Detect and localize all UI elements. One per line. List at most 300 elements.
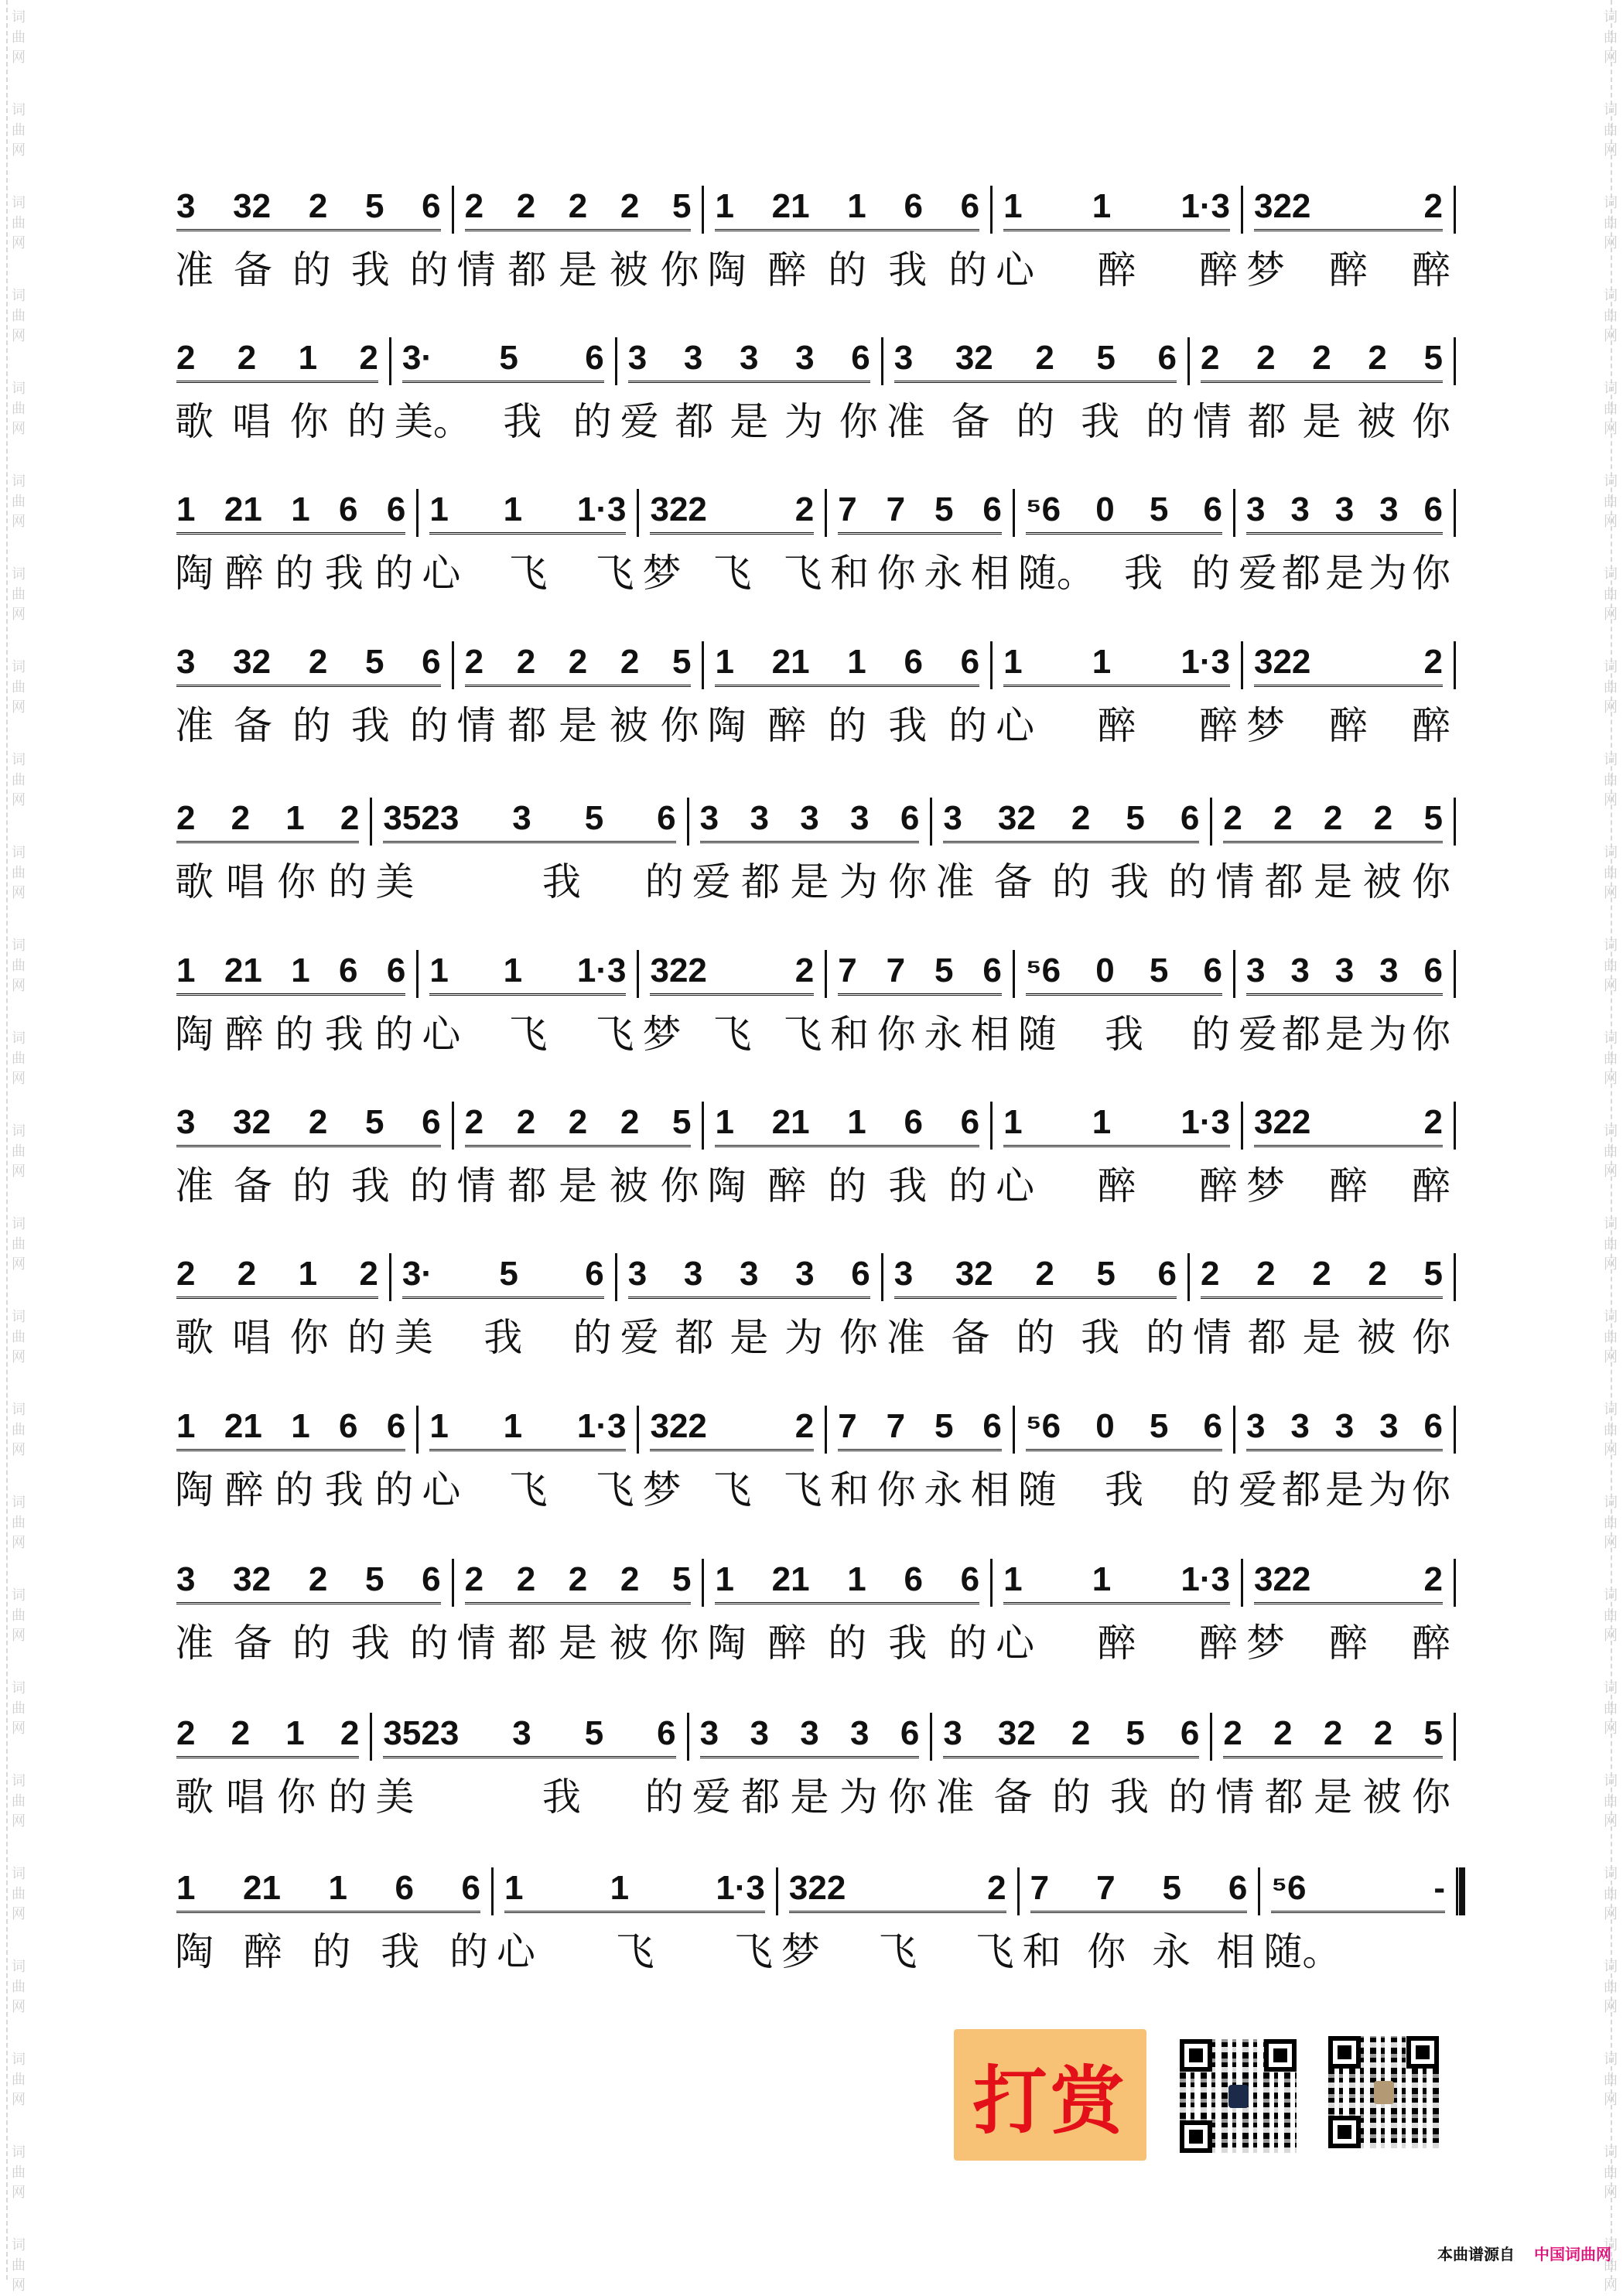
lyric-char: 的 (275, 1012, 314, 1057)
note: 2 (1423, 1103, 1443, 1141)
lyric-char: 是 (729, 399, 769, 444)
notes (1201, 1253, 1443, 1299)
note: 2 (516, 643, 536, 681)
note: 1 (610, 1869, 630, 1907)
watermark-text: 词曲网 (12, 1309, 26, 1365)
lyric-char: 为 (1368, 1012, 1408, 1057)
score-line (172, 1559, 1456, 1675)
lyric-char: 醉 (1198, 703, 1238, 748)
lyric-char: 是 (729, 1315, 769, 1360)
lyric-char: 是 (1325, 1012, 1364, 1057)
note: 2 (1273, 1714, 1293, 1752)
watermark-text: 词曲网 (1604, 752, 1618, 808)
note: 3 (894, 339, 914, 377)
lyric-char: 陶 (175, 551, 214, 596)
notes (176, 1559, 441, 1604)
note: 3 (1290, 490, 1310, 528)
watermark-text: 词曲网 (1604, 1866, 1618, 1922)
note: 322 (788, 1869, 846, 1907)
note: 3 (627, 339, 647, 377)
note: 7 (886, 952, 906, 989)
lyric-char: 是 (790, 1775, 829, 1819)
notes (176, 1253, 378, 1299)
notes (1254, 186, 1443, 231)
lyrics (996, 246, 1238, 294)
lyric-char: 你 (876, 551, 916, 596)
lyrics (642, 1466, 822, 1514)
lyric-char: 美 (375, 859, 415, 904)
lyric-char: 都 (675, 399, 714, 444)
note: 1 (429, 952, 449, 989)
note: 1 (1092, 187, 1112, 225)
measure (419, 489, 639, 596)
lyric-char: 心 (497, 1929, 536, 1974)
lyrics (175, 1466, 413, 1514)
lyric-char: 梦 (642, 1012, 682, 1057)
lyric-char: 的 (828, 1163, 867, 1208)
lyric-char: 飞 (508, 1012, 548, 1057)
note: 3523 (383, 799, 460, 837)
note: 2 (794, 952, 815, 989)
notes (176, 186, 441, 231)
measure (689, 1713, 933, 1819)
note: 6 (339, 490, 358, 528)
lyrics (887, 1314, 1184, 1362)
lyric-char: 都 (1281, 1012, 1321, 1057)
lyric-char: 为 (1368, 551, 1408, 596)
note: 1 (715, 187, 734, 225)
note: 6 (1423, 1407, 1444, 1445)
note: 32 (233, 1103, 272, 1141)
note: 1 (1003, 643, 1023, 681)
measure (704, 641, 993, 748)
notes (789, 1867, 1006, 1913)
note: 1 (291, 1407, 310, 1445)
lyric-char: 备 (951, 1315, 990, 1360)
lyric-char: 的 (409, 248, 449, 292)
lyrics (175, 549, 413, 597)
note: 2 (231, 1714, 251, 1752)
note: 5 (364, 187, 384, 225)
lyric-char: 的 (948, 1163, 988, 1208)
note: 2 (568, 1103, 588, 1141)
note: 3 (683, 339, 703, 377)
lyrics (887, 398, 1184, 446)
lyric-char: 陶 (175, 1929, 214, 1974)
lyric-char: 我 (350, 1163, 390, 1208)
lyrics (422, 549, 634, 597)
lyric-char: 飞 (733, 1929, 773, 1974)
lyric-char: 都 (1247, 1315, 1286, 1360)
lyric-char: 我 (1110, 859, 1150, 904)
note: 5 (499, 339, 518, 377)
note: 2 (340, 1714, 360, 1752)
notes (1003, 1559, 1230, 1604)
note: 6 (657, 799, 676, 837)
note: 3 (943, 1714, 962, 1752)
note: 6 (1203, 952, 1222, 989)
lyric-char: 情 (1192, 1315, 1232, 1360)
note: 6 (982, 1407, 1002, 1445)
note: 5 (671, 643, 692, 681)
notes (1026, 950, 1222, 996)
lyric-char: 准 (175, 248, 214, 292)
note: ⁵6 (1025, 490, 1061, 528)
lyric-char: 被 (1357, 399, 1396, 444)
lyric-char: 美。 (394, 399, 472, 444)
lyrics (457, 246, 699, 294)
lyric-char: 的 (1191, 1012, 1230, 1057)
note: 2 (308, 1103, 328, 1141)
note: 2 (620, 187, 640, 225)
lyric-char: 的 (948, 248, 988, 292)
lyric-char: 的 (1016, 399, 1055, 444)
lyric-char: 的 (409, 1163, 449, 1208)
lyric-char: 为 (839, 859, 878, 904)
measure (993, 1102, 1243, 1208)
measure (1260, 1867, 1456, 1974)
note: 2 (340, 799, 360, 837)
measure (172, 489, 419, 596)
lyric-char: 是 (1302, 399, 1341, 444)
lyric-char: 备 (233, 703, 272, 748)
notes (943, 798, 1199, 843)
note: 5 (1149, 1407, 1169, 1445)
notes (894, 337, 1177, 383)
measure (1015, 1406, 1235, 1512)
note: 3 (943, 799, 962, 837)
note: 1 (1092, 643, 1112, 681)
qr-code-alipay (1328, 2036, 1439, 2148)
note: 5 (584, 799, 604, 837)
note: 1 (503, 952, 523, 989)
watermark-text: 词曲网 (12, 1587, 26, 1644)
watermark-text: 词曲网 (12, 1959, 26, 2015)
lyrics (1193, 398, 1450, 446)
measure (1235, 1406, 1456, 1512)
measure (639, 1406, 827, 1512)
notes (176, 489, 405, 535)
note: 2 (1423, 643, 1443, 681)
lyric-char: 你 (1087, 1929, 1126, 1974)
note: 2 (516, 187, 536, 225)
lyric-char: 美 (394, 1315, 433, 1360)
lyric-char: 相 (1216, 1929, 1256, 1974)
lyric-char: 的 (449, 1929, 488, 1974)
note: 6 (395, 1869, 414, 1907)
watermark-text: 词曲网 (12, 1495, 26, 1551)
note: 3 (1379, 1407, 1399, 1445)
lyric-char: 歌 (175, 1315, 214, 1360)
lyric-char: 的 (572, 1315, 612, 1360)
note: 2 (1323, 1714, 1343, 1752)
note: 2 (794, 490, 815, 528)
note: 6 (1157, 1255, 1177, 1293)
note: 3 (176, 187, 196, 225)
site-link[interactable]: 中国词曲网 (1533, 2245, 1611, 2264)
lyrics (175, 398, 386, 446)
note: 3523 (383, 1714, 460, 1752)
measure (827, 950, 1015, 1057)
note: 0 (1095, 952, 1115, 989)
watermark-text: 词曲网 (1604, 1773, 1618, 1830)
notes (838, 489, 1002, 535)
measure (1212, 798, 1456, 904)
note: 2 (464, 1560, 484, 1598)
lyric-char: 随 (1017, 1467, 1057, 1512)
note: 5 (1096, 1255, 1116, 1293)
note: 3 (176, 643, 196, 681)
lyric-char: 陶 (707, 1621, 747, 1666)
reward-button[interactable] (954, 2029, 1146, 2161)
note: 1 (285, 1714, 305, 1752)
watermark-text: 词曲网 (1604, 2052, 1618, 2108)
watermark-text: 词曲网 (1604, 566, 1618, 623)
lyric-char: 你 (289, 399, 329, 444)
lyrics (1246, 1162, 1450, 1210)
lyric-char: 都 (1281, 1467, 1321, 1512)
lyrics (1246, 1619, 1450, 1667)
note: 6 (422, 187, 441, 225)
note: 1·3 (576, 1407, 627, 1445)
note: 6 (960, 643, 980, 681)
lyrics (175, 1928, 488, 1976)
lyric-char: 的 (374, 551, 414, 596)
lyric-char: 我 (1104, 1467, 1143, 1512)
note: 3 (699, 1714, 719, 1752)
lyric-char: 我 (350, 703, 390, 748)
watermark-text: 词曲网 (12, 2144, 26, 2201)
lyric-char: 飞 (508, 551, 548, 596)
note: 2 (359, 1255, 378, 1293)
lyrics (175, 858, 367, 906)
lyric-char: 心 (996, 703, 1035, 748)
note: - (1433, 1869, 1445, 1907)
notes (176, 1102, 441, 1147)
note: 6 (422, 1560, 441, 1598)
note: 2 (1071, 799, 1091, 837)
lyric-char: 被 (609, 248, 648, 292)
lyric-char: 爱 (620, 1315, 659, 1360)
lyric-char: 永 (1151, 1929, 1191, 1974)
lyric-char: 准 (886, 399, 925, 444)
note: 2 (237, 339, 257, 377)
note: 2 (568, 1560, 588, 1598)
lyric-char: 都 (1264, 859, 1304, 904)
lyrics (422, 1466, 634, 1514)
measure (704, 1102, 993, 1208)
note: 6 (657, 1714, 676, 1752)
note: 3 (512, 1714, 531, 1752)
note: 7 (1030, 1869, 1050, 1907)
note: 6 (960, 187, 980, 225)
measure (778, 1867, 1020, 1974)
note: 3 (699, 799, 719, 837)
lyric-char: 为 (784, 1315, 823, 1360)
lyric-char: 永 (924, 551, 963, 596)
notes (1254, 1102, 1443, 1147)
notes (628, 337, 870, 383)
note: 2 (176, 1255, 196, 1293)
lyric-char: 醉 (243, 1929, 282, 1974)
note: 21 (771, 643, 810, 681)
lyrics (1239, 1010, 1450, 1058)
lyrics (781, 1928, 1014, 1976)
lyric-char: 醉 (1328, 248, 1368, 292)
notes (1003, 641, 1230, 687)
lyric-char: 梦 (1245, 1163, 1285, 1208)
note: 1 (715, 1103, 734, 1141)
lyric-char: 为 (839, 1775, 878, 1819)
note: 5 (364, 1560, 384, 1598)
note: 2 (176, 339, 196, 377)
measure (372, 1713, 688, 1819)
qr-code-wechat (1180, 2039, 1297, 2153)
score-line (172, 1102, 1456, 1218)
lyric-char: 准 (175, 1621, 214, 1666)
note: 6 (904, 187, 923, 225)
note: 6 (1157, 339, 1177, 377)
lyric-char: 你 (289, 1315, 329, 1360)
note: 6 (900, 1714, 920, 1752)
notes (1254, 1559, 1443, 1604)
lyric-char: 歌 (175, 859, 214, 904)
note: 322 (1253, 643, 1311, 681)
lyric-char: 的 (948, 703, 988, 748)
watermark-text: 词曲网 (1604, 1587, 1618, 1644)
note: 2 (1035, 339, 1054, 377)
lyric-char: 飞 (595, 1012, 634, 1057)
lyric-char: 歌 (175, 399, 214, 444)
lyric-char: 我 (503, 399, 542, 444)
lyrics (375, 1773, 683, 1821)
note: 5 (671, 1560, 692, 1598)
watermark-text: 词曲网 (12, 1773, 26, 1830)
lyric-char: 醉 (1198, 248, 1238, 292)
lyric-char: 醉 (224, 1467, 264, 1512)
lyric-char: 我 (888, 1621, 928, 1666)
lyric-char: 飞 (783, 1012, 822, 1057)
notes (1223, 1713, 1443, 1758)
lyrics (620, 1314, 878, 1362)
lyric-char: 准 (935, 1775, 975, 1819)
watermark-text: 词曲网 (1604, 1495, 1618, 1551)
lyric-char: 梦 (642, 551, 682, 596)
lyric-char: 情 (456, 703, 496, 748)
measure (172, 798, 372, 904)
lyric-char: 你 (660, 703, 699, 748)
note: 1·3 (1181, 1103, 1230, 1141)
lyrics (1246, 246, 1450, 294)
lyrics (457, 1162, 699, 1210)
notes (176, 1867, 480, 1913)
watermark-text: 词曲网 (1604, 938, 1618, 994)
watermark-text: 词曲网 (1604, 1959, 1618, 2015)
note: 2 (1035, 1255, 1054, 1293)
watermark-text: 词曲网 (12, 566, 26, 623)
lyric-char: 情 (1192, 399, 1232, 444)
lyric-char: 和 (830, 1467, 870, 1512)
notes (1246, 1406, 1443, 1451)
final-barline (1456, 1867, 1465, 1915)
lyrics (1239, 1466, 1450, 1514)
note: 6 (585, 1255, 604, 1293)
lyric-char: 的 (292, 248, 331, 292)
measure (1020, 1867, 1261, 1974)
note: 1 (504, 1869, 524, 1907)
note: 1 (429, 1407, 449, 1445)
note: 1 (1003, 187, 1023, 225)
lyric-char: 情 (1215, 1775, 1255, 1819)
lyrics (707, 246, 987, 294)
note: 2 (1223, 799, 1242, 837)
watermark-text: 词曲网 (1604, 659, 1618, 716)
lyrics (1215, 1773, 1450, 1821)
measure (172, 641, 454, 748)
lyric-char: 我 (350, 248, 390, 292)
score-line (172, 1406, 1456, 1522)
note: 2 (464, 643, 484, 681)
lyrics (1018, 1010, 1230, 1058)
lyric-char: 是 (790, 859, 829, 904)
note: 5 (584, 1714, 604, 1752)
note: 2 (464, 1103, 484, 1141)
measure (172, 1713, 372, 1819)
notes (383, 1713, 675, 1758)
lyric-char: 心 (996, 1163, 1035, 1208)
lyrics (375, 858, 683, 906)
measure (639, 950, 827, 1057)
notes (628, 1253, 870, 1299)
lyrics (707, 1619, 987, 1667)
measure (1235, 489, 1456, 596)
note: 21 (243, 1869, 281, 1907)
notes (1246, 489, 1443, 535)
note: 5 (1126, 799, 1145, 837)
lyric-char: 你 (1412, 1012, 1451, 1057)
note: 1·3 (1181, 643, 1230, 681)
lyric-char: 歌 (175, 1775, 214, 1819)
note: 6 (1228, 1869, 1248, 1907)
measure (1190, 337, 1456, 444)
note: 32 (233, 1560, 272, 1598)
lyric-char: 是 (1302, 1315, 1341, 1360)
lyric-char: 相 (970, 551, 1010, 596)
lyrics (707, 1162, 987, 1210)
lyric-char: 梦 (642, 1467, 682, 1512)
note: 2 (1323, 799, 1343, 837)
measure (172, 1559, 454, 1666)
lyric-char: 醉 (767, 1621, 807, 1666)
lyric-char: 的 (1168, 1775, 1208, 1819)
notes (715, 1559, 979, 1604)
lyric-char: 你 (660, 1621, 699, 1666)
note: 21 (224, 1407, 262, 1445)
lyric-char: 的 (948, 1621, 988, 1666)
lyric-char: 你 (660, 1163, 699, 1208)
lyric-char: 是 (1325, 551, 1364, 596)
score-line (172, 337, 1456, 453)
watermark-text: 词曲网 (12, 473, 26, 530)
note: 5 (1423, 1714, 1443, 1752)
lyric-char: 醉 (767, 1163, 807, 1208)
note: 3 (176, 1103, 196, 1141)
measure (172, 950, 419, 1057)
lyric-char: 的 (1051, 1775, 1091, 1819)
note: 1 (847, 1560, 866, 1598)
measure (1243, 1559, 1456, 1666)
lyric-char: 醉 (1412, 1163, 1450, 1208)
